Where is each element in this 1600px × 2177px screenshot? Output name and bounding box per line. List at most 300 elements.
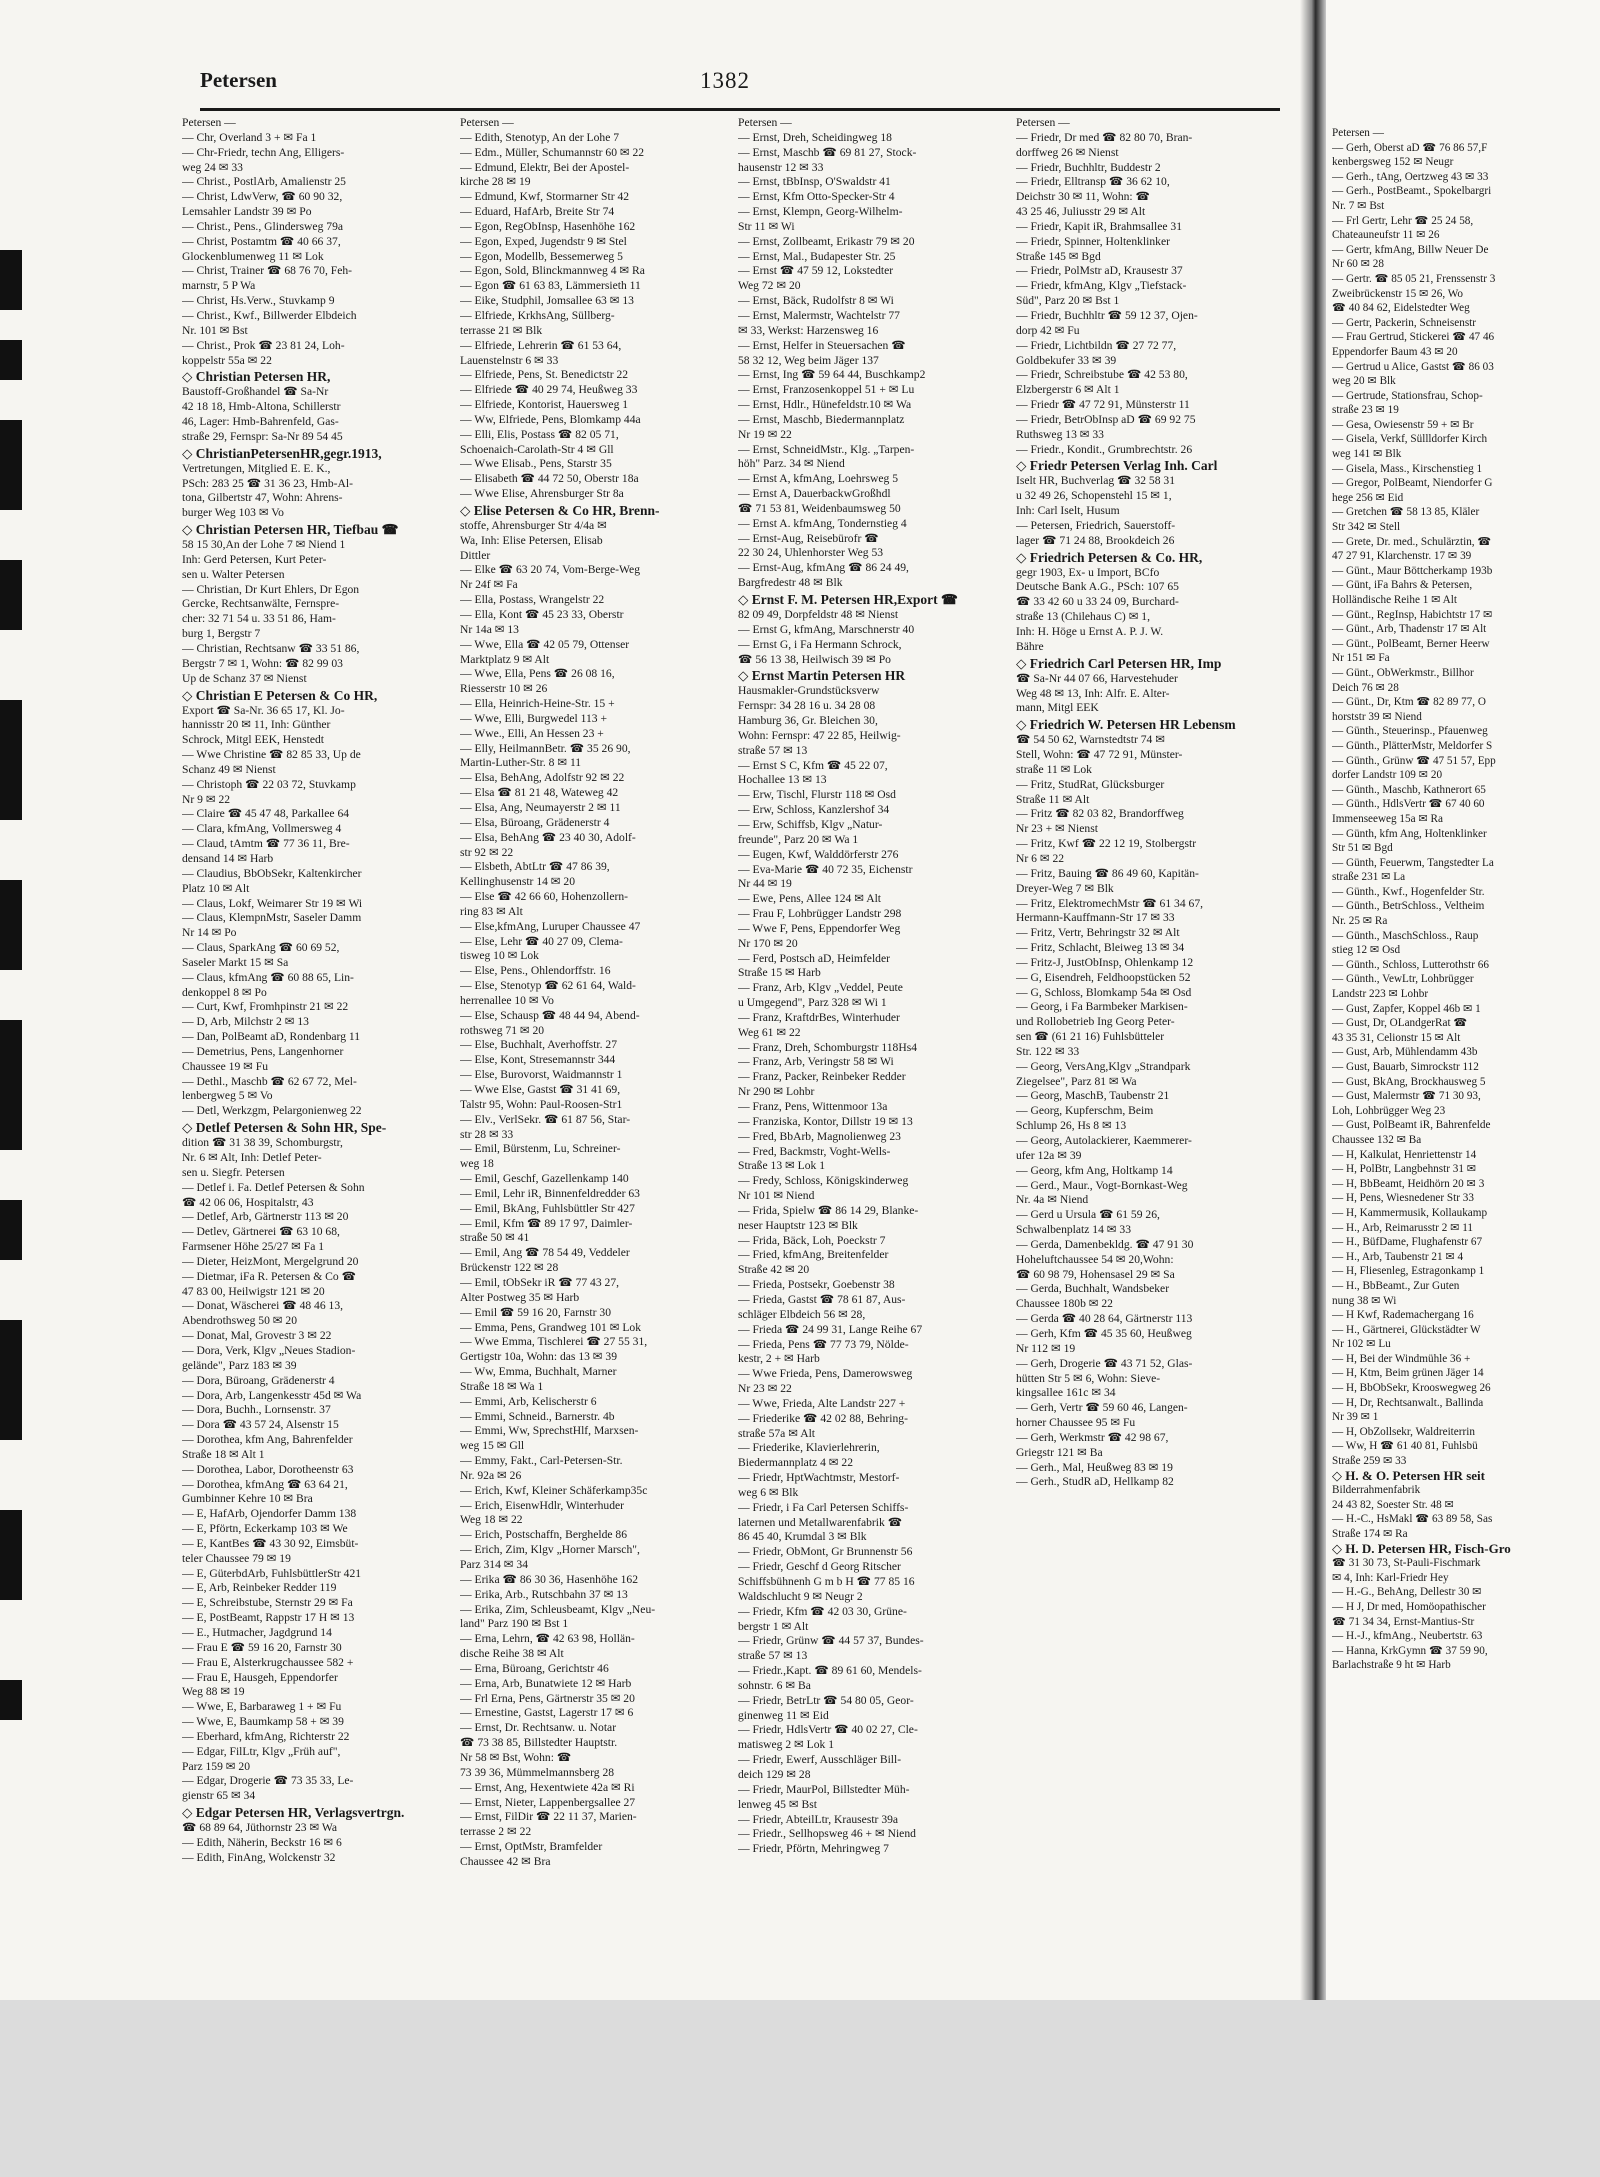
directory-entry-line: 82 09 49, Dorpfeldstr 48 ✉ Nienst	[738, 608, 899, 621]
directory-entry-line: Weg 18 ✉ 22	[460, 1513, 523, 1527]
directory-entry-line: Marktplatz 9 ✉ Alt	[460, 652, 550, 666]
directory-entry-line: — Gust, Zapfer, Koppel 46b ✉ 1	[1332, 1002, 1481, 1015]
directory-entry-line: — Wwe, E, Barbaraweg 1 + ✉ Fu	[182, 1700, 342, 1714]
directory-entry-line: weg 20 ✉ Blk	[1332, 375, 1396, 388]
directory-entry-line: — Edgar, Drogerie ☎ 73 35 33, Le-	[182, 1774, 354, 1788]
directory-entry-line: — Friedr, ObMont, Gr Brunnenstr 56	[738, 1545, 913, 1559]
directory-entry-line: — Claus, Lokf, Weimarer Str 19 ✉ Wi	[182, 896, 363, 910]
directory-entry-line: Nr 39 ✉ 1	[1332, 1411, 1379, 1424]
directory-entry-line: Elzbergerstr 6 ✉ Alt 1	[1016, 383, 1120, 397]
directory-entry-line: — Gust, Arb, Mühlendamm 43b	[1332, 1046, 1478, 1059]
directory-entry-line: — Gretchen ☎ 58 13 85, Kläler	[1332, 506, 1480, 519]
directory-entry-line: — Dorothea, kfmAng ☎ 63 64 21,	[182, 1477, 348, 1491]
directory-entry-line: — Else, Kont, Stresemannstr 344	[460, 1053, 616, 1067]
directory-entry-line: — Wwe Else, Gastst ☎ 31 41 69,	[460, 1083, 621, 1096]
directory-entry-line: gelände", Parz 183 ✉ 39	[182, 1358, 297, 1372]
directory-entry-line: Hausmakler-Grundstücksverw	[738, 684, 880, 698]
directory-entry-line: — Emma, Pens, Grandweg 101 ✉ Lok	[460, 1320, 642, 1334]
directory-entry-line: — Erich, Zim, Klgv „Horner Marsch",	[460, 1543, 640, 1557]
directory-entry-line: — Günth., HdlsVertr ☎ 67 40 60	[1332, 798, 1485, 811]
directory-entry-line: — Else ☎ 42 66 60, Hohenzollern-	[460, 890, 629, 904]
directory-entry-line: — Ernst, Ang, Hexentwiete 42a ✉ Ri	[460, 1780, 635, 1794]
directory-entry-line: Nr 44 ✉ 19	[738, 877, 792, 891]
directory-entry-line: — Claire ☎ 45 47 48, Parkallee 64	[182, 807, 350, 821]
directory-entry-line: Chaussee 19 ✉ Fu	[182, 1059, 269, 1073]
directory-entry-line: — E, GüterbdArb, FuhlsbüttlerStr 421	[182, 1566, 362, 1580]
directory-entry-line: ◇ Friedrich W. Petersen HR Lebensm	[1016, 717, 1236, 733]
directory-entry-line: — Günth., BetrSchloss., Veltheim	[1332, 900, 1485, 913]
directory-entry-line: — Wwe, Frieda, Alte Landstr 227 +	[738, 1396, 906, 1410]
directory-entry-line: Farmsener Höhe 25/27 ✉ Fa 1	[182, 1240, 325, 1254]
directory-entry-line: straße 57 ✉ 13	[738, 743, 808, 757]
directory-entry-line: — H J, Dr med, Homöopathischer	[1332, 1600, 1486, 1613]
directory-entry-line: 73 39 36, Mümmelmannsberg 28	[460, 1765, 615, 1779]
directory-entry-line: — Fritz-J, JustObInsp, Ohlenkamp 12	[1016, 955, 1194, 969]
directory-entry-line: kestr, 2 + ✉ Harb	[738, 1352, 820, 1366]
directory-entry-line: — Franz, KraftdrBes, Winterhuder	[738, 1010, 900, 1024]
directory-entry-line: straße 23 ✉ 19	[1332, 404, 1399, 417]
directory-entry-line: — Eberhard, kfmAng, Richterstr 22	[182, 1729, 350, 1743]
directory-entry-line: — Christ, LdwVerw, ☎ 60 90 32,	[182, 190, 343, 204]
directory-entry-line: — Wwe Elisab., Pens, Starstr 35	[460, 457, 612, 471]
directory-entry-line: Up de Schanz 37 ✉ Nienst	[182, 671, 307, 685]
directory-entry-line: Parz 314 ✉ 34	[460, 1558, 528, 1571]
directory-entry-line: lager ☎ 71 24 88, Brookdeich 26	[1016, 533, 1175, 547]
directory-entry-line: schläger Elbdeich 56 ✉ 28,	[738, 1307, 866, 1321]
book-gutter	[1300, 0, 1326, 2000]
directory-entry-line: — Emmi, Arb, Kelischerstr 6	[460, 1394, 597, 1408]
directory-entry-line: Straße 259 ✉ 33	[1332, 1455, 1407, 1468]
directory-entry-line: ◇ Christian Petersen HR,	[182, 369, 331, 385]
directory-entry-line: — Emil, Ang ☎ 78 54 49, Veddeler	[460, 1246, 630, 1260]
directory-entry-line: Nr 290 ✉ Lohbr	[738, 1085, 815, 1099]
directory-entry-line: höh" Parz. 34 ✉ Niend	[738, 457, 845, 471]
directory-entry-line: — Gertrud u Alice, Gastst ☎ 86 03	[1332, 360, 1494, 373]
directory-entry-line: — Ferd, Postsch aD, Heimfelder	[738, 951, 890, 965]
directory-entry-line: Dittler	[460, 548, 491, 562]
directory-entry-line: — Egon, Sold, Blinckmannweg 4 ✉ Ra	[460, 264, 645, 278]
directory-entry-line: — H, Dr, Rechtsanwalt., Ballinda	[1332, 1396, 1484, 1409]
directory-entry-line: — Emil, Geschf, Gazellenkamp 140	[460, 1172, 629, 1186]
directory-entry-line: Immenseeweg 15a ✉ Ra	[1332, 812, 1443, 825]
directory-entry-line: — Fredy, Schloss, Königskinderweg	[738, 1174, 909, 1188]
directory-entry-line: herrenallee 10 ✉ Vo	[460, 993, 554, 1007]
directory-entry-line: Brückenstr 122 ✉ 28	[460, 1261, 559, 1275]
directory-entry-line: — Erw, Schiffsb, Klgv „Natur-	[738, 817, 883, 831]
directory-entry-line: tona, Gilbertstr 47, Wohn: Ahrens-	[182, 491, 343, 505]
directory-entry-line: — Hanna, KrkGymn ☎ 37 59 90,	[1332, 1644, 1488, 1657]
directory-entry-line: stieg 12 ✉ Osd	[1332, 944, 1401, 957]
directory-entry-line: — Ernst A. kfmAng, Tondernstieg 4	[738, 516, 907, 530]
directory-entry-line: — Else, Pens., Ohlendorffstr. 16	[460, 964, 611, 978]
directory-entry-line: stoffe, Ahrensburger Str 4/4a ✉	[460, 518, 607, 532]
directory-entry-line: Bargfredestr 48 ✉ Blk	[738, 576, 843, 590]
directory-entry-line: — Egon ☎ 61 63 83, Lämmersieth 11	[460, 279, 641, 293]
directory-entry-line: Chaussee 180b ✉ 22	[1016, 1297, 1113, 1311]
directory-entry-line: — Elv., VerlSekr. ☎ 61 87 56, Star-	[460, 1112, 631, 1126]
directory-entry-line: Chateauneufstr 11 ✉ 26	[1332, 229, 1440, 242]
directory-entry-line: — Egon, Modellb, Bessemerweg 5	[460, 249, 623, 263]
directory-entry-line: — Elfriede ☎ 40 29 74, Heußweg 33	[460, 383, 638, 397]
directory-entry-line: 22 30 24, Uhlenhorster Weg 53	[738, 546, 884, 560]
directory-entry-line: — Ernst G, i Fa Hermann Schrock,	[738, 637, 902, 651]
directory-entry-line: — H., Gärtnerei, Glückstädter W	[1332, 1323, 1481, 1336]
directory-entry-line: ◇ Ernst F. M. Petersen HR,Export ☎	[738, 592, 958, 607]
directory-entry-line: lenweg 45 ✉ Bst	[738, 1797, 817, 1811]
directory-entry-line: Biedermannplatz 4 ✉ 22	[738, 1456, 853, 1470]
directory-entry-line: — Friedr, Kfm ☎ 42 03 30, Grüne-	[738, 1604, 907, 1618]
directory-entry-line: — Ernst G, kfmAng, Marschnerstr 40	[738, 622, 915, 636]
directory-entry-line: — Friedr, Grünw ☎ 44 57 37, Bundes-	[738, 1634, 924, 1648]
directory-entry-line: Nr 14 ✉ Po	[182, 926, 237, 940]
directory-entry-line: Wohn: Fernspr: 47 22 85, Heilwig-	[738, 728, 901, 742]
directory-entry-line: dition ☎ 31 38 39, Schomburgstr,	[182, 1136, 343, 1150]
directory-entry-line: Straße 18 ✉ Wa 1	[460, 1379, 544, 1393]
directory-entry-line: denkoppel 8 ✉ Po	[182, 985, 267, 999]
directory-entry-line: — Elfriede, Pens, St. Benedictstr 22	[460, 368, 629, 382]
directory-entry-line: Süd", Parz 20 ✉ Bst 1	[1016, 294, 1120, 308]
directory-entry-line: — G, Schloss, Blomkamp 54a ✉ Osd	[1016, 985, 1192, 999]
directory-entry-line: Nr 151 ✉ Fa	[1332, 652, 1390, 665]
directory-entry-line: 43 25 46, Juliusstr 29 ✉ Alt	[1016, 205, 1146, 219]
directory-entry-line: ☎ 54 50 62, Warnstedtstr 74 ✉	[1016, 733, 1165, 747]
directory-entry-line: — Friedr, HdlsVertr ☎ 40 02 27, Cle-	[738, 1723, 918, 1737]
directory-entry-line: — Dora, Buchh., Lornsenstr. 37	[182, 1403, 331, 1417]
directory-entry-line: sohnstr. 6 ✉ Ba	[738, 1678, 811, 1692]
directory-entry-line: straße 57 ✉ 13	[738, 1649, 808, 1663]
directory-entry-line: — Friedr, Spinner, Holtenklinker	[1016, 234, 1170, 248]
directory-entry-line: — Ernst, OptMstr, Bramfelder	[460, 1840, 603, 1854]
directory-entry-line: — Gerd., Maur., Vogt-Bornkast-Weg	[1016, 1178, 1188, 1192]
directory-entry-line: kingsallee 161c ✉ 34	[1016, 1386, 1116, 1400]
directory-entry-line: — Christ, Postamtm ☎ 40 66 37,	[182, 234, 341, 248]
directory-entry-line: weg 6 ✉ Blk	[738, 1485, 799, 1499]
directory-entry-line: — Gerh., tAng, Oertzweg 43 ✉ 33	[1332, 170, 1489, 183]
directory-entry-line: ☎ 71 34 34, Ernst-Mantius-Str	[1332, 1615, 1475, 1628]
directory-entry-line: — H, Bei der Windmühle 36 +	[1332, 1352, 1471, 1365]
directory-entry-line: lenbergweg 5 ✉ Vo	[182, 1089, 273, 1103]
directory-entry-line: dische Reihe 38 ✉ Alt	[460, 1647, 564, 1661]
directory-entry-line: — Dethl., Maschb ☎ 62 67 72, Mel-	[182, 1074, 357, 1088]
directory-entry-line: straße 231 ✉ La	[1332, 871, 1406, 884]
directory-entry-line: — E, Pförtn, Eckerkamp 103 ✉ We	[182, 1522, 348, 1536]
directory-entry-line: Nr. 101 ✉ Bst	[182, 323, 248, 337]
directory-entry-line: — Eva-Marie ☎ 40 72 35, Eichenstr	[738, 862, 913, 876]
directory-entry-line: — Wwe F, Pens, Eppendorfer Weg	[738, 921, 901, 935]
directory-entry-line: — Georg, kfm Ang, Holtkamp 14	[1016, 1163, 1173, 1177]
directory-entry-line: Nr. 6 ✉ Alt, Inh: Detlef Peter-	[182, 1151, 322, 1164]
directory-entry-line: Eppendorfer Baum 43 ✉ 20	[1332, 345, 1458, 358]
directory-entry-line: — Edgar, FilLtr, Klgv „Früh auf",	[182, 1744, 341, 1758]
directory-entry-line: — Claus, SparkAng ☎ 60 69 52,	[182, 941, 340, 955]
directory-entry-line: ☎ 60 98 79, Hohensasel 29 ✉ Sa	[1016, 1267, 1175, 1281]
directory-entry-line: — Gertr, kfmAng, Billw Neuer De	[1332, 243, 1489, 256]
directory-entry-line: — H, Kalkulat, Henriettenstr 14	[1332, 1148, 1477, 1161]
directory-entry-line: Deutsche Bank A.G., PSch: 107 65	[1016, 580, 1179, 594]
directory-entry-line: straße 29, Fernspr: Sa-Nr 89 54 45	[182, 429, 343, 443]
directory-entry-line: — Frieda, Postsekr, Goebenstr 38	[738, 1278, 895, 1292]
directory-entry-line: — E, Schreibstube, Sternstr 29 ✉ Fa	[182, 1596, 353, 1610]
directory-entry-line: ✉ 33, Werkst: Harzensweg 16	[738, 323, 879, 337]
directory-entry-line: gegr 1903, Ex- u Import, BCfo	[1016, 565, 1160, 579]
directory-entry-line: — H, BbBeamt, Heidhörn 20 ✉ 3	[1332, 1177, 1485, 1190]
directory-entry-line: marnstr, 5 P Wa	[182, 279, 256, 293]
directory-entry-line: ◇ Friedrich Carl Petersen HR, Imp	[1016, 655, 1222, 671]
directory-entry-line: Chaussee 42 ✉ Bra	[460, 1854, 551, 1868]
directory-entry-line: — Erika, Zim, Schleusbeamt, Klgv „Neu-	[460, 1602, 656, 1616]
directory-entry-line: — Claudius, BbObSekr, Kaltenkircher	[182, 866, 362, 880]
directory-entry-line: — Frieda, Gastst ☎ 78 61 87, Aus-	[738, 1292, 906, 1306]
directory-entry-line: — Erna, Büroang, Gerichtstr 46	[460, 1661, 609, 1675]
directory-entry-line: ☎ 31 30 73, St-Pauli-Fischmark	[1332, 1557, 1481, 1570]
directory-entry-line: burg 1, Bergstr 7	[182, 627, 261, 641]
directory-entry-line: Bähre	[1016, 639, 1044, 653]
directory-entry-line: — Friedr, Lichtbildn ☎ 27 72 77,	[1016, 338, 1177, 352]
directory-entry-line: Str 11 ✉ Wi	[738, 219, 795, 233]
directory-entry-line: — Franziska, Kontor, Dillstr 19 ✉ 13	[738, 1114, 913, 1128]
directory-entry-line: freunde", Parz 20 ✉ Wa 1	[738, 832, 859, 846]
directory-entry-line: straße 11 ✉ Lok	[1016, 762, 1092, 776]
column-1	[182, 116, 450, 1968]
directory-entry-line: — Ernst, Helfer in Steuersachen ☎	[738, 338, 906, 352]
directory-entry-line: — Dora ☎ 43 57 24, Alsenstr 15	[182, 1418, 339, 1432]
scan-margin	[0, 2000, 1600, 2177]
directory-entry-line: — Christian, Rechtsanw ☎ 33 51 86,	[182, 642, 360, 655]
directory-entry-line: — Frida, Bäck, Loh, Poeckstr 7	[738, 1233, 886, 1247]
directory-entry-line: — Gregor, PolBeamt, Niendorfer G	[1332, 477, 1493, 490]
directory-entry-line: — Erich, EisenwHdlr, Winterhuder	[460, 1498, 625, 1512]
directory-entry-line: — Else, Schausp ☎ 48 44 94, Abend-	[460, 1008, 640, 1022]
directory-entry-line: — Gust, Malermstr ☎ 71 30 93,	[1332, 1090, 1481, 1103]
directory-entry-line: — Claus, kfmAng ☎ 60 88 65, Lin-	[182, 970, 354, 984]
directory-entry-line: weg 141 ✉ Blk	[1332, 448, 1402, 461]
directory-entry-line: kenbergsweg 152 ✉ Neugr	[1332, 156, 1454, 169]
directory-entry-line: — Christ., Prok ☎ 23 81 24, Loh-	[182, 338, 345, 352]
directory-entry-line: — Friederike, Klavierlehrerin,	[738, 1441, 880, 1455]
directory-entry-line: bergstr 1 ✉ Alt	[738, 1619, 809, 1633]
directory-entry-line: — Dora, Büroang, Grädenerstr 4	[182, 1373, 335, 1387]
directory-entry-line: — H, Pens, Wiesnedener Str 33	[1332, 1192, 1474, 1205]
directory-entry-line: — Gerh, Drogerie ☎ 43 71 52, Glas-	[1016, 1356, 1193, 1370]
directory-entry-line: Hermann-Kauffmann-Str 17 ✉ 33	[1016, 911, 1175, 925]
directory-entry-line: Nr. 4a ✉ Niend	[1016, 1193, 1089, 1207]
directory-entry-line: — Ernst, Klempn, Georg-Wilhelm-	[738, 205, 903, 219]
directory-entry-line: straße 50 ✉ 41	[460, 1231, 530, 1245]
directory-entry-line: Stell, Wohn: ☎ 47 72 91, Münster-	[1016, 748, 1183, 762]
left-page-bleed	[0, 0, 40, 2000]
directory-entry-line: — Ernst, Malermstr, Wachtelstr 77	[738, 308, 900, 322]
directory-entry-line: — H., BüfDame, Flughafenstr 67	[1332, 1236, 1483, 1249]
directory-entry-line: — E, Arb, Reinbeker Redder 119	[182, 1581, 337, 1595]
directory-entry-line: — Gertr, Packerin, Schneisenstr	[1332, 316, 1477, 329]
directory-entry-line: Martin-Luther-Str. 8 ✉ 11	[460, 756, 582, 770]
directory-entry-line: ☎ 73 38 85, Billstedter Hauptstr.	[460, 1736, 618, 1750]
column-3	[738, 116, 1006, 1968]
directory-entry-line: ◇ Christian E Petersen & Co HR,	[182, 687, 378, 703]
directory-entry-line: — Ernst-Aug, Reisebürofr ☎	[738, 531, 879, 545]
directory-entry-line: — Frau Gertrud, Stickerei ☎ 47 46	[1332, 331, 1495, 344]
page-header	[200, 68, 1280, 112]
directory-entry-line: — Friedr, PolMstr aD, Krausestr 37	[1016, 264, 1183, 278]
directory-entry-line: Ruthsweg 13 ✉ 33	[1016, 427, 1104, 441]
directory-entry-line: Deich 76 ✉ 28	[1332, 681, 1399, 694]
directory-entry-line: — Ernst, Maschb, Biedermannplatz	[738, 412, 905, 426]
directory-entry-line: — Elfriede, Lehrerin ☎ 61 53 64,	[460, 338, 622, 352]
column-2	[460, 116, 728, 1968]
directory-entry-line: Straße 11 ✉ Alt	[1016, 792, 1090, 806]
directory-entry-line: — Dora, Verk, Klgv „Neues Stadion-	[182, 1343, 356, 1357]
directory-entry-line: burger Weg 103 ✉ Vo	[182, 506, 284, 520]
directory-entry-line: — Dorothea, kfm Ang, Bahrenfelder	[182, 1433, 353, 1447]
directory-entry-line: — Elfriede, KrkhsAng, Süllberg-	[460, 308, 615, 322]
directory-entry-line: — Friedr, BetrLtr ☎ 54 80 05, Geor-	[738, 1693, 914, 1707]
directory-entry-line: weg 18	[460, 1157, 494, 1171]
directory-entry-line: weg 15 ✉ Gll	[460, 1439, 525, 1453]
directory-entry-line: dorffweg 26 ✉ Nienst	[1016, 145, 1119, 159]
directory-entry-line: Glockenblumenweg 11 ✉ Lok	[182, 249, 324, 263]
directory-entry-line: — Dora, Arb, Langenkesstr 45d ✉ Wa	[182, 1388, 362, 1402]
directory-entry-line: — Gerh., StudR aD, Hellkamp 82	[1016, 1475, 1174, 1489]
directory-entry-line: Nr 19 ✉ 22	[738, 427, 792, 441]
directory-entry-line: sen u. Walter Petersen	[182, 567, 285, 581]
directory-entry-line: — Grete, Dr. med., Schulärztin, ☎	[1332, 535, 1492, 548]
directory-entry-line: — Günth, kfm Ang, Holtenklinker	[1332, 827, 1487, 840]
directory-entry-line: rothsweg 71 ✉ 20	[460, 1023, 545, 1037]
directory-entry-line: — Fried, kfmAng, Breitenfelder	[738, 1248, 889, 1262]
directory-entry-line: Hochallee 13 ✉ 13	[738, 773, 827, 787]
directory-entry-line: matisweg 2 ✉ Lok 1	[738, 1738, 835, 1752]
directory-entry-line: — Elsbeth, AbtLtr ☎ 47 86 39,	[460, 860, 610, 874]
directory-entry-line: — Erich, Kwf, Kleiner Schäferkamp35c	[460, 1483, 648, 1497]
directory-entry-line: — Friedr, MaurPol, Billstedter Müh-	[738, 1782, 910, 1796]
directory-entry-line: Weg 48 ✉ 13, Inh: Alfr. E. Alter-	[1016, 686, 1170, 700]
directory-entry-line: Weg 88 ✉ 19	[182, 1685, 245, 1699]
directory-entry-line: Nr 101 ✉ Niend	[738, 1189, 815, 1203]
directory-entry-line: — Gertr. ☎ 85 05 21, Frenssenstr 3	[1332, 272, 1496, 285]
directory-entry-line: 47 27 91, Klarchenstr. 17 ✉ 39	[1332, 550, 1472, 563]
directory-entry-line: — Frau E, Alsterkrugchaussee 582 +	[182, 1655, 354, 1669]
directory-entry-line: — H., Arb, Reimarusstr 2 ✉ 11	[1332, 1221, 1474, 1234]
directory-entry-line: — Donat, Wäscherei ☎ 48 46 13,	[182, 1299, 344, 1313]
directory-entry-line: — Wwe Emma, Tischlerei ☎ 27 55 31,	[460, 1335, 648, 1349]
directory-entry-line: — Georg, i Fa Barmbeker Markisen-	[1016, 1000, 1188, 1014]
directory-entry-line: Griegstr 121 ✉ Ba	[1016, 1445, 1103, 1459]
directory-entry-line: 58 32 12, Weg beim Jäger 137	[738, 353, 879, 367]
directory-entry-line: Bilderrahmenfabrik	[1332, 1484, 1421, 1497]
directory-entry-line: — Frl Gertr, Lehr ☎ 25 24 58,	[1332, 214, 1474, 227]
directory-entry-line: Nr 112 ✉ 19	[1016, 1341, 1076, 1355]
directory-entry-line: — Günt., ObWerkmstr., Billhor	[1332, 666, 1474, 679]
directory-entry-line: — Wwe, Elli, Burgwedel 113 +	[460, 711, 608, 725]
header-rule	[200, 108, 1280, 111]
directory-entry-line: — Else, Burovorst, Waidmannstr 1	[460, 1068, 623, 1082]
directory-entry-line: — Elfriede, Kontorist, Hauersweg 1	[460, 398, 629, 412]
directory-entry-line: — Friederike ☎ 42 02 88, Behring-	[738, 1411, 908, 1425]
directory-entry-line: — Detlef i. Fa. Detlef Petersen & Sohn	[182, 1180, 365, 1194]
directory-entry-line: Str 342 ✉ Stell	[1332, 521, 1401, 534]
directory-entry-line: terrasse 2 ✉ 22	[460, 1825, 532, 1839]
directory-entry-line: — Gerh, Werkmstr ☎ 42 98 67,	[1016, 1430, 1169, 1444]
directory-entry-line: ◇ Christian Petersen HR, Tiefbau ☎	[182, 522, 399, 538]
directory-entry-line: — Gerh, Oberst aD ☎ 76 86 57,F	[1332, 141, 1488, 154]
directory-entry-line: — Wwe, E, Baumkamp 58 + ✉ 39	[182, 1715, 344, 1729]
directory-entry-line: — Emil, BkAng, Fuhlsbüttler Str 427	[460, 1201, 635, 1215]
directory-entry-line: Weg 61 ✉ 22	[738, 1025, 801, 1039]
directory-entry-line: Straße 18 ✉ Alt 1	[182, 1447, 265, 1461]
directory-entry-line: — Gerh, Vertr ☎ 59 60 46, Langen-	[1016, 1401, 1188, 1415]
directory-entry-line: kirche 28 ✉ 19	[460, 175, 531, 189]
directory-entry-line: sen u. Siegfr. Petersen	[182, 1165, 285, 1179]
directory-entry-line: ◇ Ernst Martin Petersen HR	[738, 668, 906, 684]
directory-entry-line: hütten Str 5 ✉ 6, Wohn: Sieve-	[1016, 1371, 1161, 1385]
directory-entry-line: dorp 42 ✉ Fu	[1016, 323, 1080, 337]
directory-entry-line: — Friedr, Schreibstube ☎ 42 53 80,	[1016, 368, 1188, 382]
directory-entry-line: 24 43 82, Soester Str. 48 ✉	[1332, 1498, 1454, 1511]
directory-entry-line: Weg 72 ✉ 20	[738, 279, 801, 293]
directory-entry-line: — H, Ktm, Beim grünen Jäger 14	[1332, 1367, 1484, 1380]
directory-entry-line: — Else, Stenotyp ☎ 62 61 64, Wald-	[460, 979, 636, 993]
directory-entry-line: — Frida, Spielw ☎ 86 14 29, Blanke-	[738, 1203, 919, 1217]
directory-entry-line: weg 24 ✉ 33	[182, 160, 243, 174]
directory-entry-line: — Friedr, Geschf d Georg Ritscher	[738, 1560, 901, 1574]
directory-entry-line: Parz 159 ✉ 20	[182, 1759, 250, 1773]
directory-entry-line: — Franz, Pens, Wittenmoor 13a	[738, 1100, 888, 1113]
directory-entry-line: ◇ Detlef Petersen & Sohn HR, Spe-	[182, 1120, 387, 1136]
directory-entry-line: — Gust, Dr, OLandgerRat ☎	[1332, 1017, 1468, 1030]
directory-entry-line: ◇ H. D. Petersen HR, Fisch-Gro	[1332, 1540, 1511, 1556]
directory-entry-line: — Erna, Arb, Bunatwiete 12 ✉ Harb	[460, 1676, 632, 1690]
directory-entry-line: sen ☎ (61 21 16) Fuhlsbütteler	[1016, 1030, 1165, 1044]
directory-entry-line: Fernspr: 34 28 16 u. 34 28 08	[738, 699, 876, 713]
directory-entry-line: — Chr-Friedr, techn Ang, Elligers-	[182, 145, 345, 159]
directory-entry-line: — Else, Lehr ☎ 40 27 09, Clema-	[460, 934, 623, 948]
directory-entry-line: Petersen —	[1016, 116, 1070, 129]
directory-entry-line: Schrock, Mitgl EEK, Henstedt	[182, 733, 325, 747]
directory-entry-line: — Christ, Hs.Verw., Stuvkamp 9	[182, 294, 335, 308]
directory-entry-line: Barlachstraße 9 ht ✉ Harb	[1332, 1659, 1451, 1672]
directory-entry-line: Nr 14a ✉ 13	[460, 622, 519, 636]
directory-entry-line: Zweibrückenstr 15 ✉ 26, Wo	[1332, 287, 1463, 300]
directory-entry-line: — Gerda, Buchhalt, Wandsbeker	[1016, 1282, 1170, 1296]
directory-entry-line: — Else,kfmAng, Luruper Chaussee 47	[460, 919, 641, 933]
directory-entry-line: ◇ Friedrich Petersen & Co. HR,	[1016, 549, 1203, 565]
directory-entry-line: — H.-C., HsMakl ☎ 63 89 58, Sas	[1332, 1513, 1493, 1526]
directory-entry-line: teler Chaussee 79 ✉ 19	[182, 1551, 291, 1565]
directory-entry-line: ◇ Elise Petersen & Co HR, Brenn-	[460, 502, 660, 518]
directory-entry-line: Schwalbenplatz 14 ✉ 33	[1016, 1223, 1131, 1237]
directory-entry-line: — Friedr, AbteilLtr, Krausestr 39a	[738, 1812, 899, 1826]
directory-entry-line: Straße 13 ✉ Lok 1	[738, 1159, 825, 1173]
directory-entry-line: Lemsahler Landstr 39 ✉ Po	[182, 205, 312, 219]
directory-entry-line: — Emil, tObSekr iR ☎ 77 43 27,	[460, 1275, 620, 1289]
directory-entry-line: — Dorothea, Labor, Dorotheenstr 63	[182, 1462, 354, 1476]
directory-entry-line: — Ernst, FilDir ☎ 22 11 37, Marien-	[460, 1810, 637, 1824]
directory-entry-line: — Wwe Christine ☎ 82 85 33, Up de	[182, 748, 361, 762]
directory-entry-line: hege 256 ✉ Eid	[1332, 491, 1404, 504]
directory-entry-line: Petersen —	[1332, 127, 1384, 139]
directory-entry-line: ◇ Edgar Petersen HR, Verlagsvertrgn.	[182, 1805, 405, 1821]
running-head-name: Petersen	[200, 68, 277, 92]
directory-entry-line: — Erw, Schloss, Kanzlershof 34	[738, 803, 890, 817]
directory-entry-line: Gertigstr 10a, Wohn: das 13 ✉ 39	[460, 1350, 618, 1364]
directory-entry-line: deich 129 ✉ 28	[738, 1767, 811, 1781]
directory-entry-line: — Christ., Kwf., Billwerder Elbdeich	[182, 308, 357, 322]
directory-entry-line: — Fritz, Kwf ☎ 22 12 19, Stolbergstr	[1016, 837, 1197, 851]
directory-entry-line: mann, Mitgl EEK	[1016, 701, 1099, 715]
directory-entry-line: — Frau E, Hausgeh, Eppendorfer	[182, 1670, 338, 1684]
directory-entry-line: Ziegelsee", Parz 81 ✉ Wa	[1016, 1074, 1137, 1088]
directory-entry-line: — Franz, Dreh, Schomburgstr 118Hs4	[738, 1040, 918, 1054]
